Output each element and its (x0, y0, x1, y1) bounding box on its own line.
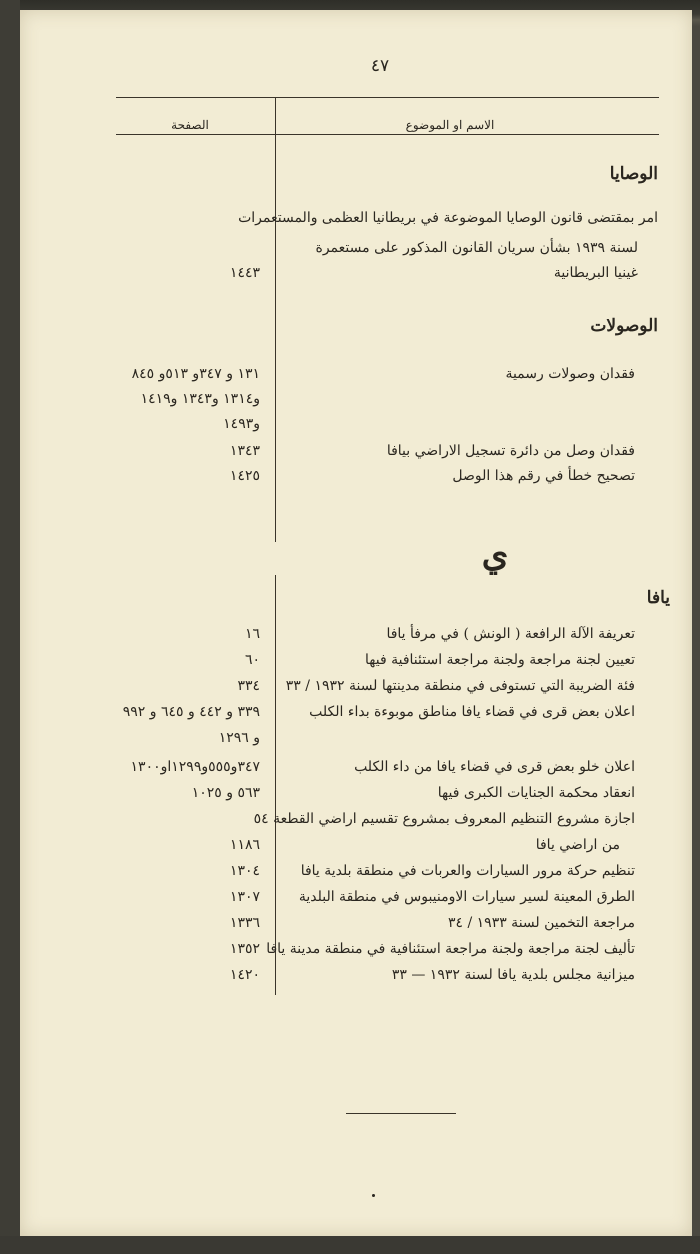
jaffa-entry-8: تنظيم حركة مرور السيارات والعربات في منطقة بلدية يافا (300, 863, 635, 879)
jaffa-entry-3-pages: ٣٣٤ (237, 678, 260, 694)
ink-speck (372, 1194, 375, 1197)
page-column-header: الصفحة (171, 118, 209, 132)
letter-heading: ي (481, 535, 509, 575)
receipts-entry-3: تصحيح خطأ في رقم هذا الوصل (452, 468, 635, 484)
page-number: ٤٧ (370, 56, 390, 76)
jaffa-entry-7-pages: ١١٨٦ (229, 837, 260, 853)
jaffa-entry-1: تعريفة الآلة الرافعة ( الونش ) في مرفأ يافا (386, 626, 635, 642)
receipts-entry-2-pages: ١٣٤٣ (229, 443, 260, 459)
jaffa-entry-6: انعقاد محكمة الجنايات الكبرى فيها (437, 785, 635, 801)
jaffa-entry-3: فئة الضريبة التي تستوفى في منطقة مدينتها لسنة ١٩٣٢ / ٣٣ (285, 678, 635, 694)
jaffa-entry-4-pages-line-1: ٣٣٩ و ٤٤٢ و ٦٤٥ و ٩٩٢ (122, 704, 260, 720)
wills-entry-line-2: لسنة ١٩٣٩ بشأن سريان القانون المذكور على مستعمرة (315, 240, 638, 256)
receipts-entry-1-pages-line-2: و١٣١٤ و١٣٤٣ و١٤١٩ (140, 391, 260, 407)
jaffa-entry-2-pages: ٦٠ (244, 652, 260, 668)
jaffa-entry-8-pages: ١٣٠٤ (229, 863, 260, 879)
subject-column-header: الاسم او الموضوع (405, 118, 495, 132)
jaffa-entry-10: مراجعة التخمين لسنة ١٩٣٣ / ٣٤ (447, 915, 635, 931)
jaffa-entry-10-pages: ١٣٣٦ (229, 915, 260, 931)
jaffa-entry-7-line-2: من اراضي يافا (535, 837, 620, 853)
header-bottom-rule (116, 134, 659, 135)
wills-entry-line-1: امر بمقتضى قانون الوصايا الموضوعة في بريطانيا العظمى والمستعمرات (238, 210, 658, 226)
receipts-entry-1-pages-line-1: ١٣١ و ٣٤٧و ٥١٣و ٨٤٥ (131, 366, 260, 382)
jaffa-entry-4-pages-line-2: و ١٢٩٦ (218, 730, 260, 746)
jaffa-entry-6-pages: ٥٦٣ و ١٠٢٥ (191, 785, 260, 801)
jaffa-entry-11-pages: ١٣٥٢ (229, 941, 260, 957)
header-top-rule (116, 97, 659, 98)
jaffa-entry-5: اعلان خلو بعض قرى في قضاء يافا من داء الكلب (354, 759, 635, 775)
jaffa-entry-2: تعيين لجنة مراجعة ولجنة مراجعة استئنافية فيها (365, 652, 635, 668)
column-divider-lower (275, 575, 276, 995)
receipts-entry-1-pages-line-3: و١٤٩٣ (223, 416, 260, 432)
section-title-jaffa: يافا (646, 588, 670, 608)
jaffa-entry-4: اعلان بعض قرى في قضاء يافا مناطق موبوءة بداء الكلب (309, 704, 635, 720)
wills-entry-line-3: غينيا البريطانية (553, 265, 638, 281)
jaffa-entry-1-pages: ١٦ (244, 626, 260, 642)
receipts-entry-3-pages: ١٤٢٥ (229, 468, 260, 484)
scan-border-bottom (0, 1236, 700, 1254)
section-title-wills: الوصايا (609, 164, 658, 184)
jaffa-entry-12: ميزانية مجلس بلدية يافا لسنة ١٩٣٢ — ٣٣ (391, 967, 635, 983)
wills-entry-page: ١٤٤٣ (229, 265, 260, 281)
receipts-entry-1: فقدان وصولات رسمية (505, 366, 635, 382)
document-page (20, 10, 692, 1236)
jaffa-entry-5-pages: ٣٤٧و٥٥٥و١٢٩٩او١٣٠٠ (130, 759, 260, 775)
receipts-entry-2: فقدان وصل من دائرة تسجيل الاراضي بيافا (386, 443, 635, 459)
jaffa-entry-9: الطرق المعينة لسير سيارات الاومنيبوس في منطقة البلدية (298, 889, 635, 905)
section-title-receipts: الوصولات (590, 316, 658, 336)
jaffa-entry-7-line-1: اجازة مشروع التنظيم المعروف بمشروع تقسيم اراضي القطعة ٥٤ (253, 811, 635, 827)
closing-rule (346, 1113, 456, 1114)
column-divider (275, 97, 276, 542)
jaffa-entry-9-pages: ١٣٠٧ (229, 889, 260, 905)
scan-border-left (0, 0, 20, 1254)
jaffa-entry-11: تأليف لجنة مراجعة ولجنة مراجعة استئنافية في منطقة مدينة يافا (266, 941, 635, 957)
jaffa-entry-12-pages: ١٤٢٠ (229, 967, 260, 983)
